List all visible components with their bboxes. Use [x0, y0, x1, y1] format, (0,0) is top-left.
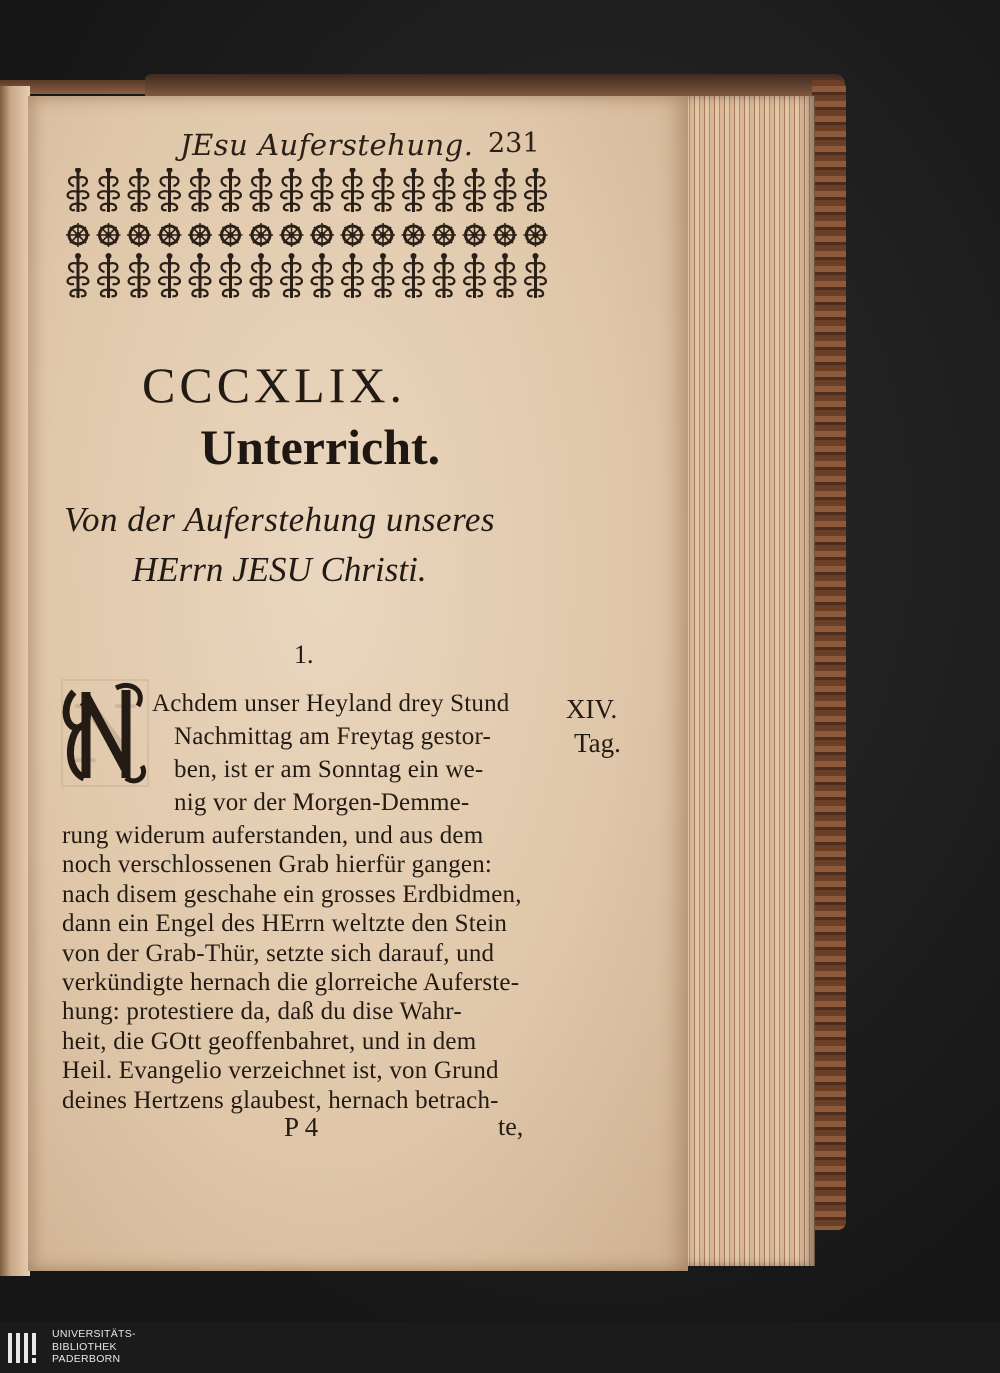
body-line: nach disem geschahe ein grosses Erdbidmen,	[62, 880, 522, 908]
ornament-motif	[464, 168, 485, 212]
ornament-motif	[341, 223, 365, 247]
ornament-motif	[495, 168, 516, 212]
ornament-motif	[68, 253, 89, 298]
body-line: rung widerum auferstanden, und aus dem	[62, 822, 484, 849]
logo-line: PADERBORN	[52, 1353, 121, 1365]
ornament-motif	[220, 253, 241, 298]
ornament-motif	[219, 223, 243, 247]
ornament-motif	[432, 223, 456, 247]
ornament-motif	[312, 253, 333, 298]
book-cover-spine-edge	[812, 80, 846, 1230]
library-logo-text	[52, 1328, 136, 1366]
body-line: hung: protestiere da, daß du dise Wahr-	[62, 998, 462, 1026]
footer-bar	[0, 1322, 1000, 1373]
body-line: nig vor der Morgen-Demme-	[174, 789, 470, 816]
body-line: verkündigte hernach die glorreiche Auferste-	[62, 969, 520, 996]
running-head: JEsu Auferstehung.	[180, 128, 474, 162]
drop-cap-letter: N	[73, 685, 137, 782]
ornament-motif	[342, 168, 363, 212]
ornament-motif	[68, 168, 89, 212]
ornament-motif	[159, 168, 180, 212]
ornament-motif	[495, 253, 516, 298]
body-line: dann ein Engel des HErrn weltzte den Stein	[62, 910, 508, 938]
ornament-motif	[251, 168, 272, 212]
ornament-motif	[434, 168, 455, 212]
page-number: 231	[488, 128, 540, 159]
body-line: noch verschlossenen Grab hierfür gangen:	[62, 851, 493, 879]
logo-line: UNIVERSITÄTS-	[52, 1328, 136, 1340]
body-line: ben, ist er am Sonntag ein we-	[174, 756, 484, 783]
drop-cap	[60, 678, 150, 788]
ornament-motif	[525, 168, 546, 212]
body-line: Achdem unser Heyland drey Stund	[152, 690, 510, 717]
section-number: 1.	[294, 640, 314, 669]
body-line: deines Hertzens glaubest, hernach betrach-	[62, 1086, 499, 1114]
ornament-motif	[98, 168, 119, 212]
ornament-motif	[190, 253, 211, 298]
body-line: Nachmittag am Freytag gestor-	[174, 723, 492, 750]
chapter-title: Unterricht.	[200, 419, 441, 475]
ornament-motif	[342, 253, 363, 298]
body-line: heit, die GOtt geoffenbahret, und in dem	[62, 1027, 477, 1055]
library-logo-icon	[6, 1329, 46, 1367]
subtitle-line-2: HErrn JESU Christi.	[132, 550, 427, 589]
ornament-motif	[190, 168, 211, 212]
ornament-motif	[403, 253, 424, 298]
ornament-motif	[525, 253, 546, 298]
ornament-motif	[281, 253, 302, 298]
ornament-motif	[371, 223, 395, 247]
ornament-motif	[66, 223, 90, 247]
subtitle-line-1: Von der Auferstehung unseres	[64, 500, 496, 539]
ornament-motif	[402, 223, 426, 247]
ornament-motif	[312, 168, 333, 212]
ornament-motif	[127, 223, 151, 247]
ornament-motif	[373, 253, 394, 298]
ornament-motif	[188, 223, 212, 247]
margin-note-label: Tag.	[574, 728, 621, 758]
ornament-motif	[280, 223, 304, 247]
ornament-motif	[158, 223, 182, 247]
body-line: von der Grab-Thür, setzte sich darauf, und	[62, 939, 495, 967]
ornament-motif	[493, 223, 517, 247]
body-line: Heil. Evangelio verzeichnet ist, von Grund	[62, 1057, 499, 1085]
ornament-motif	[524, 223, 548, 247]
page-edges	[680, 96, 815, 1266]
ornament-motif	[129, 253, 150, 298]
ornament-motif	[251, 253, 272, 298]
logo-line: BIBLIOTHEK	[52, 1340, 117, 1353]
ornament-motif	[403, 168, 424, 212]
signature-mark: P 4	[284, 1112, 319, 1142]
chapter-number: CCCXLIX.	[142, 357, 406, 413]
left-page-strip	[0, 86, 30, 1276]
catchword: te,	[498, 1112, 524, 1141]
ornament-motif	[220, 168, 241, 212]
ornament-motif	[464, 253, 485, 298]
ornament-motif	[463, 223, 487, 247]
ornament-motif	[97, 223, 121, 247]
ornament-motif	[249, 223, 273, 247]
ornament-motif	[159, 253, 180, 298]
ornament-motif	[310, 223, 334, 247]
ornament-motif	[281, 168, 302, 212]
ornament-motif	[434, 253, 455, 298]
ornament-band	[64, 168, 550, 302]
ornament-motif	[98, 253, 119, 298]
margin-note-day: XIV.	[566, 694, 618, 724]
ornament-motif	[373, 168, 394, 212]
ornament-motif	[129, 168, 150, 212]
